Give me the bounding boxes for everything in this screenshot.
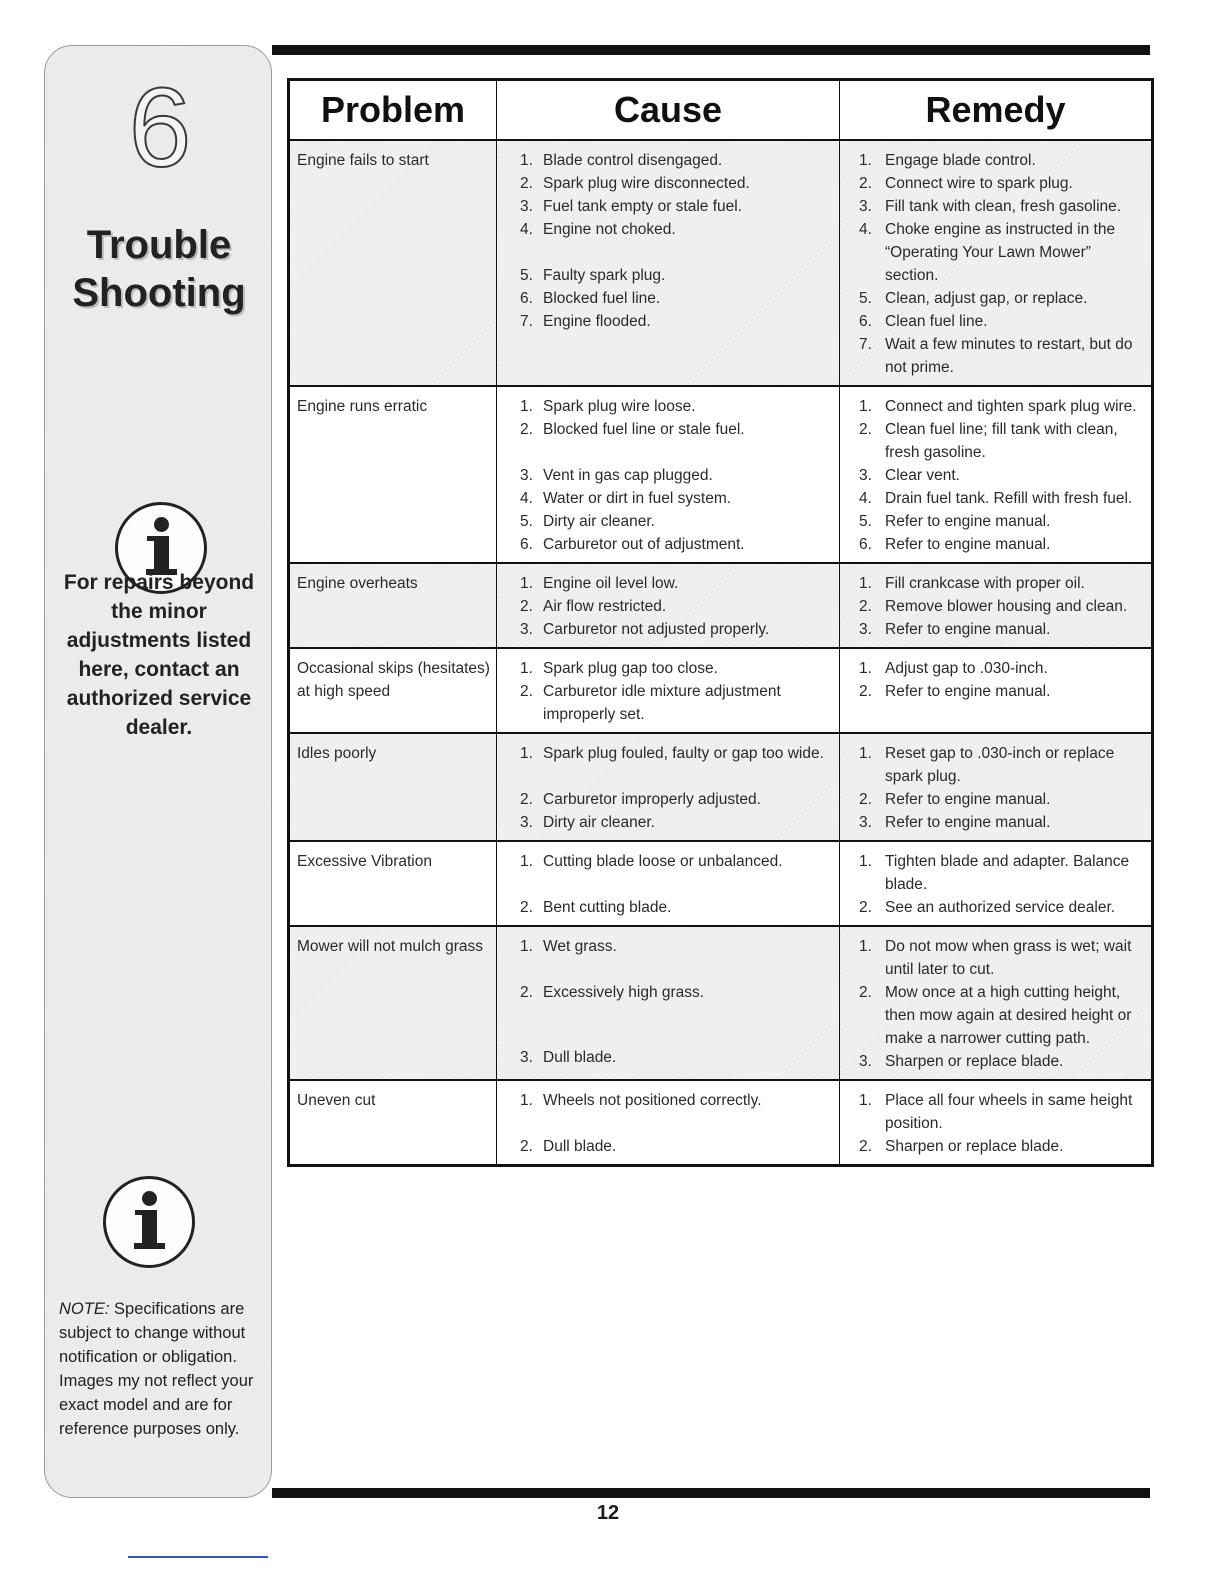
list-item: 5. Dirty air cleaner. <box>520 513 655 530</box>
list-item: 3. Clear vent. <box>859 467 960 484</box>
remedy-cell <box>840 1080 1153 1166</box>
list-item: 3. Dull blade. <box>520 1049 617 1066</box>
remedy-cell <box>840 926 1153 1080</box>
table-row <box>289 926 1153 1080</box>
page-number: 12 <box>596 1502 620 1524</box>
repair-note: For repairs beyond the minor adjustments listed here, contact an authorized service dealer. <box>63 571 255 739</box>
list-item: 1. Spark plug gap too close. <box>520 660 718 677</box>
remedy-cell <box>840 733 1153 841</box>
section-title-line1: Trouble <box>86 223 232 267</box>
problem-cell: Excessive Vibration <box>289 841 497 926</box>
table-row <box>289 386 1153 563</box>
column-header-problem: Problem <box>289 80 497 141</box>
list-item: 3. Fill tank with clean, fresh gasoline. <box>859 198 1122 215</box>
top-rule <box>272 45 1150 55</box>
list-item: 4. Drain fuel tank. Refill with fresh fuel. <box>859 490 1133 507</box>
table-row <box>289 733 1153 841</box>
cause-cell <box>497 563 840 648</box>
list-item: 1. Cutting blade loose or unbalanced. <box>520 853 783 870</box>
list-item: 3. Fuel tank empty or stale fuel. <box>520 198 743 215</box>
problem-cell: Engine runs erratic <box>289 386 497 563</box>
list-item: 2. Remove blower housing and clean. <box>859 598 1128 615</box>
table-row <box>289 563 1153 648</box>
troubleshooting-table <box>287 78 1154 1167</box>
spec-note <box>59 1297 264 1441</box>
cause-cell <box>497 1080 840 1166</box>
list-item: 2. Blocked fuel line or stale fuel. <box>520 421 745 438</box>
list-item: 1. Engine oil level low. <box>520 575 679 592</box>
remedy-cell <box>840 841 1153 926</box>
problem-cell: Engine overheats <box>289 563 497 648</box>
list-item: 6. Carburetor out of adjustment. <box>520 536 745 553</box>
list-item: 6. Refer to engine manual. <box>859 536 1051 553</box>
list-item: 1. Do not mow when grass is wet; wait until later to cut. <box>859 938 1132 978</box>
section-title-line2: Shooting <box>72 271 246 315</box>
list-item: 1. Place all four wheels in same height position. <box>859 1092 1133 1132</box>
table-header-row <box>289 80 1153 141</box>
problem-cell: Idles poorly <box>289 733 497 841</box>
problem-cell: Uneven cut <box>289 1080 497 1166</box>
list-item: 2. Sharpen or replace blade. <box>859 1138 1064 1155</box>
list-item: 1. Wet grass. <box>520 938 617 955</box>
list-item: 2. Spark plug wire disconnected. <box>520 175 750 192</box>
remedy-cell <box>840 386 1153 563</box>
section-title <box>45 221 273 317</box>
cause-cell <box>497 386 840 563</box>
problem-cell: Mower will not mulch grass <box>289 926 497 1080</box>
sidebar-panel <box>44 45 272 1498</box>
remedy-cell <box>840 140 1153 386</box>
bottom-rule <box>272 1488 1150 1498</box>
column-header-cause: Cause <box>497 80 840 141</box>
list-item: 2. Mow once at a high cutting height, then mow again at desired height or make a narrower cutting path. <box>859 984 1132 1047</box>
remedy-cell <box>840 563 1153 648</box>
problem-cell: Engine fails to start <box>289 140 497 386</box>
list-item: 3. Sharpen or replace blade. <box>859 1053 1064 1070</box>
list-item: 2. Air flow restricted. <box>520 598 667 615</box>
cause-cell <box>497 926 840 1080</box>
cause-cell <box>497 140 840 386</box>
column-header-remedy: Remedy <box>840 80 1153 141</box>
list-item: 3. Vent in gas cap plugged. <box>520 467 713 484</box>
list-item: 1. Reset gap to .030-inch or replace spark plug. <box>859 745 1115 785</box>
list-item: 1. Fill crankcase with proper oil. <box>859 575 1085 592</box>
list-item: 2. Clean fuel line; fill tank with clean, fresh gasoline. <box>859 421 1118 461</box>
note-text: Specifications are subject to change without notification or obligation. Images my not reflect your exact model and are for reference purposes only. <box>59 1300 254 1438</box>
footer-link-line <box>128 1556 268 1558</box>
list-item: 3. Carburetor not adjusted properly. <box>520 621 770 638</box>
list-item: 4. Engine not choked. <box>520 221 676 238</box>
list-item: 1. Adjust gap to .030-inch. <box>859 660 1048 677</box>
cause-cell <box>497 648 840 733</box>
list-item: 2. Refer to engine manual. <box>859 683 1051 700</box>
list-item: 3. Refer to engine manual. <box>859 621 1051 638</box>
list-item: 4. Water or dirt in fuel system. <box>520 490 732 507</box>
problem-cell: Occasional skips (hesitates) at high speed <box>289 648 497 733</box>
cause-cell <box>497 841 840 926</box>
remedy-cell <box>840 648 1153 733</box>
table-row <box>289 648 1153 733</box>
list-item: 2. Bent cutting blade. <box>520 899 672 916</box>
list-item: 1. Tighten blade and adapter. Balance blade. <box>859 853 1130 893</box>
list-item: 2. Carburetor improperly adjusted. <box>520 791 761 808</box>
chapter-number: 6 <box>128 65 192 190</box>
list-item: 3. Refer to engine manual. <box>859 814 1051 831</box>
list-item: 6. Blocked fuel line. <box>520 290 661 307</box>
list-item: 2. Dull blade. <box>520 1138 617 1155</box>
list-item: 2. See an authorized service dealer. <box>859 899 1116 916</box>
list-item: 5. Faulty spark plug. <box>520 267 666 284</box>
list-item: 1. Spark plug wire loose. <box>520 398 696 415</box>
list-item: 4. Choke engine as instructed in the “Operating Your Lawn Mower” section. <box>859 221 1116 284</box>
list-item: 6. Clean fuel line. <box>859 313 988 330</box>
list-item: 1. Wheels not positioned correctly. <box>520 1092 762 1109</box>
list-item: 7. Engine flooded. <box>520 313 651 330</box>
list-item: 1. Connect and tighten spark plug wire. <box>859 398 1137 415</box>
list-item: 1. Spark plug fouled, faulty or gap too wide. <box>520 745 824 762</box>
list-item: 1. Blade control disengaged. <box>520 152 723 169</box>
table-row <box>289 841 1153 926</box>
cause-cell <box>497 733 840 841</box>
list-item: 5. Clean, adjust gap, or replace. <box>859 290 1088 307</box>
list-item: 2. Excessively high grass. <box>520 984 705 1001</box>
table-row <box>289 140 1153 386</box>
table-row <box>289 1080 1153 1166</box>
list-item: 2. Refer to engine manual. <box>859 791 1051 808</box>
list-item: 3. Dirty air cleaner. <box>520 814 655 831</box>
note-label: NOTE: <box>59 1300 110 1318</box>
list-item: 1. Engage blade control. <box>859 152 1036 169</box>
list-item: 2. Connect wire to spark plug. <box>859 175 1073 192</box>
list-item: 2. Carburetor idle mixture adjustment improperly set. <box>520 683 781 723</box>
list-item: 7. Wait a few minutes to restart, but do not prime. <box>859 336 1133 376</box>
info-icon <box>103 1176 195 1268</box>
list-item: 5. Refer to engine manual. <box>859 513 1051 530</box>
